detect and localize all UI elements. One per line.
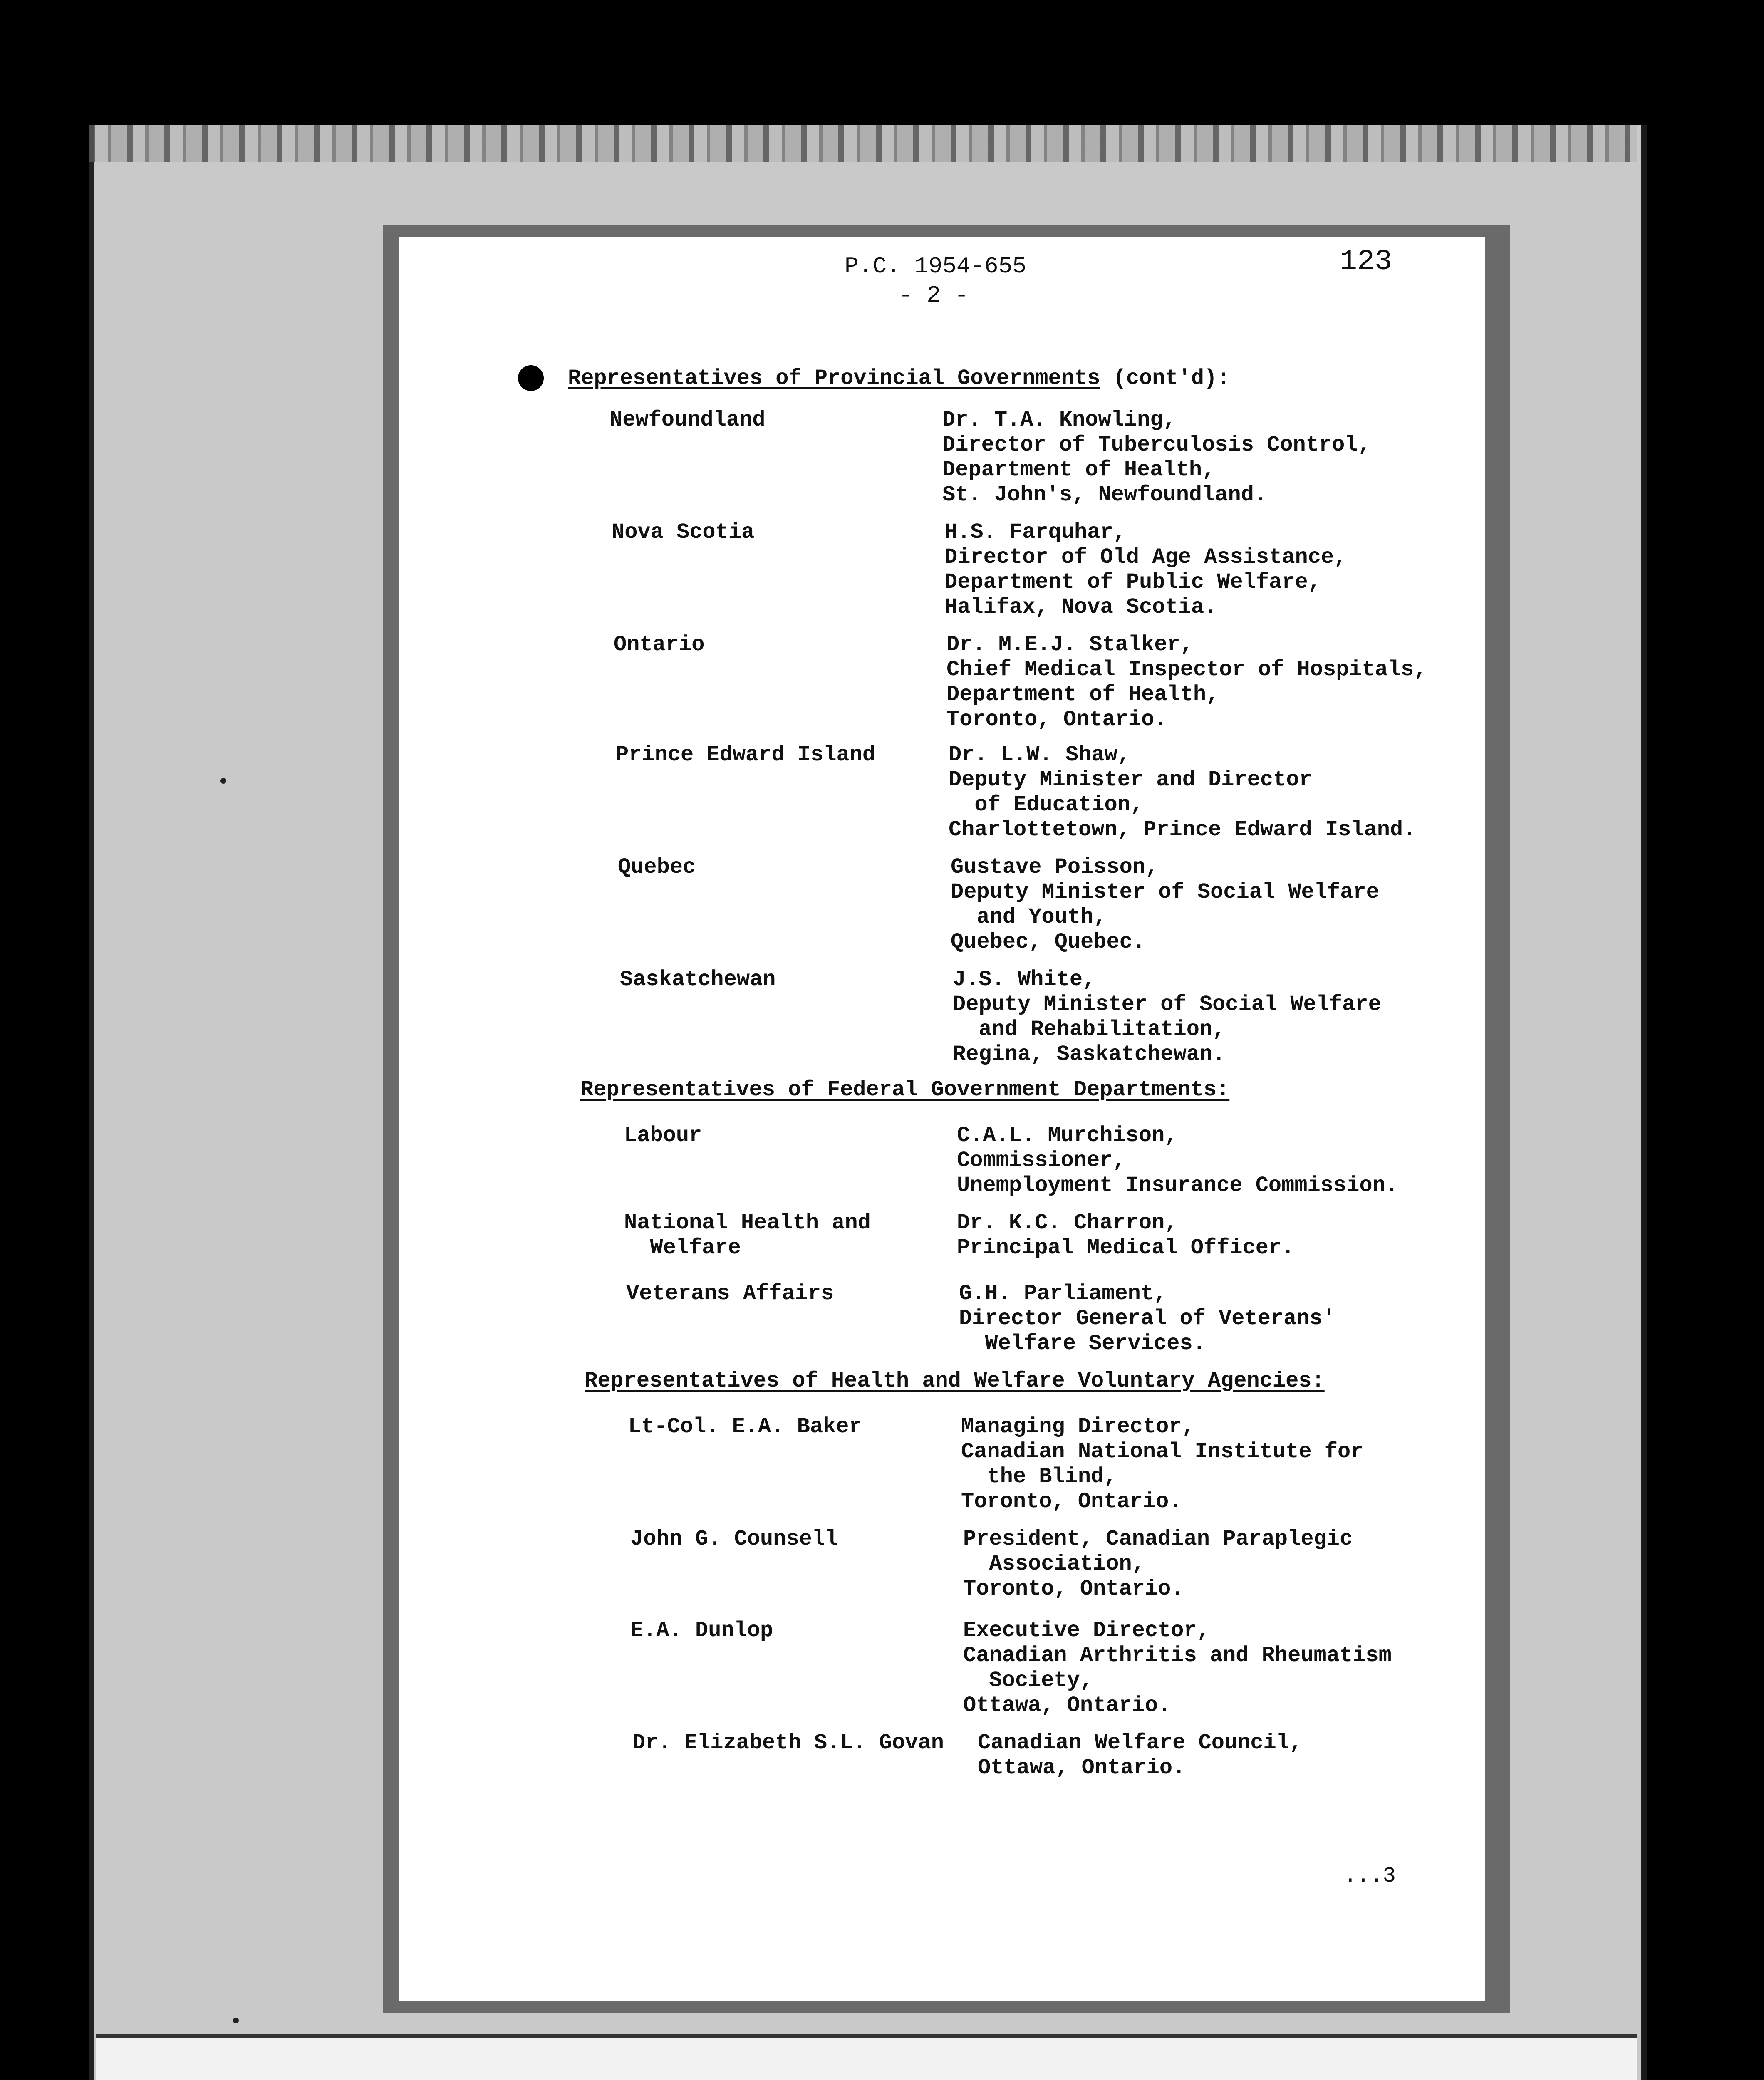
entry-detail: G.H. Parliament, Director General of Veterans' Welfare Services. xyxy=(959,1281,1335,1356)
scan-speck xyxy=(233,2018,239,2023)
page-stamp-number: 123 xyxy=(1340,245,1392,278)
entry-name: Veterans Affairs xyxy=(626,1281,834,1306)
page-marker: - 2 - xyxy=(899,282,969,309)
section-heading-provincial xyxy=(568,366,1230,391)
entry-detail: C.A.L. Murchison, Commissioner, Unemployment Insurance Commission. xyxy=(957,1123,1398,1198)
order-number: P.C. 1954-655 xyxy=(845,253,1026,280)
entry-name: National Health and Welfare xyxy=(624,1211,871,1260)
section-heading-voluntary xyxy=(585,1369,1325,1394)
scan-speck xyxy=(220,778,226,784)
entry-name: Prince Edward Island xyxy=(616,743,876,767)
entry-detail: President, Canadian Paraplegic Association, Toronto, Ontario. xyxy=(963,1527,1353,1601)
document-page xyxy=(399,237,1485,2001)
entry-name: Dr. Elizabeth S.L. Govan xyxy=(632,1731,944,1755)
section-heading-text: Representatives of Health and Welfare Voluntary Agencies: xyxy=(585,1369,1325,1393)
bullet-dot-icon xyxy=(518,365,544,391)
entry-name: Newfoundland xyxy=(609,408,766,432)
section-heading-federal xyxy=(580,1077,1229,1102)
entry-detail: Executive Director, Canadian Arthritis and Rheumatism Society, Ottawa, Ontario. xyxy=(963,1618,1392,1718)
entry-name: Nova Scotia xyxy=(612,520,755,545)
scan-light-band xyxy=(96,2034,1637,2080)
entry-name: John G. Counsell xyxy=(630,1527,838,1551)
entry-detail: H.S. Farquhar, Director of Old Age Assistance, Department of Public Welfare, Halifax, Nova Scotia. xyxy=(944,520,1347,619)
entry-detail: Dr. K.C. Charron, Principal Medical Officer. xyxy=(957,1211,1295,1260)
entry-detail: Dr. T.A. Knowling, Director of Tuberculosis Control, Department of Health, St. John's, Newfoundland. xyxy=(942,408,1371,507)
entry-detail: J.S. White, Deputy Minister of Social Welfare and Rehabilitation, Regina, Saskatchewan. xyxy=(953,967,1381,1067)
entry-name: Quebec xyxy=(618,855,696,879)
section-heading-text: Representatives of Federal Government Departments: xyxy=(580,1077,1230,1102)
entry-detail: Gustave Poisson, Deputy Minister of Social Welfare and Youth, Quebec, Quebec. xyxy=(951,855,1379,954)
entry-name: Saskatchewan xyxy=(620,967,776,992)
entry-name: Labour xyxy=(624,1123,702,1148)
section-heading-text: Representatives of Provincial Governments xyxy=(568,366,1100,391)
entry-name: Ontario xyxy=(614,632,705,657)
entry-detail: Managing Director, Canadian National Institute for the Blind, Toronto, Ontario. xyxy=(961,1414,1364,1514)
entry-detail: Dr. L.W. Shaw, Deputy Minister and Director of Education, Charlottetown, Prince Edward Island. xyxy=(949,743,1416,842)
entry-detail: Dr. M.E.J. Stalker, Chief Medical Inspector of Hospitals, Department of Health, Toronto, Ontario. xyxy=(946,632,1427,732)
entry-detail: Canadian Welfare Council, Ottawa, Ontario. xyxy=(978,1731,1303,1780)
entry-name: Lt-Col. E.A. Baker xyxy=(628,1414,862,1439)
scan-edge-strip-top xyxy=(89,125,1637,162)
section-heading-suffix: (cont'd): xyxy=(1100,366,1230,391)
entry-name: E.A. Dunlop xyxy=(630,1618,773,1643)
continuation-marker: ...3 xyxy=(1344,1864,1396,1888)
